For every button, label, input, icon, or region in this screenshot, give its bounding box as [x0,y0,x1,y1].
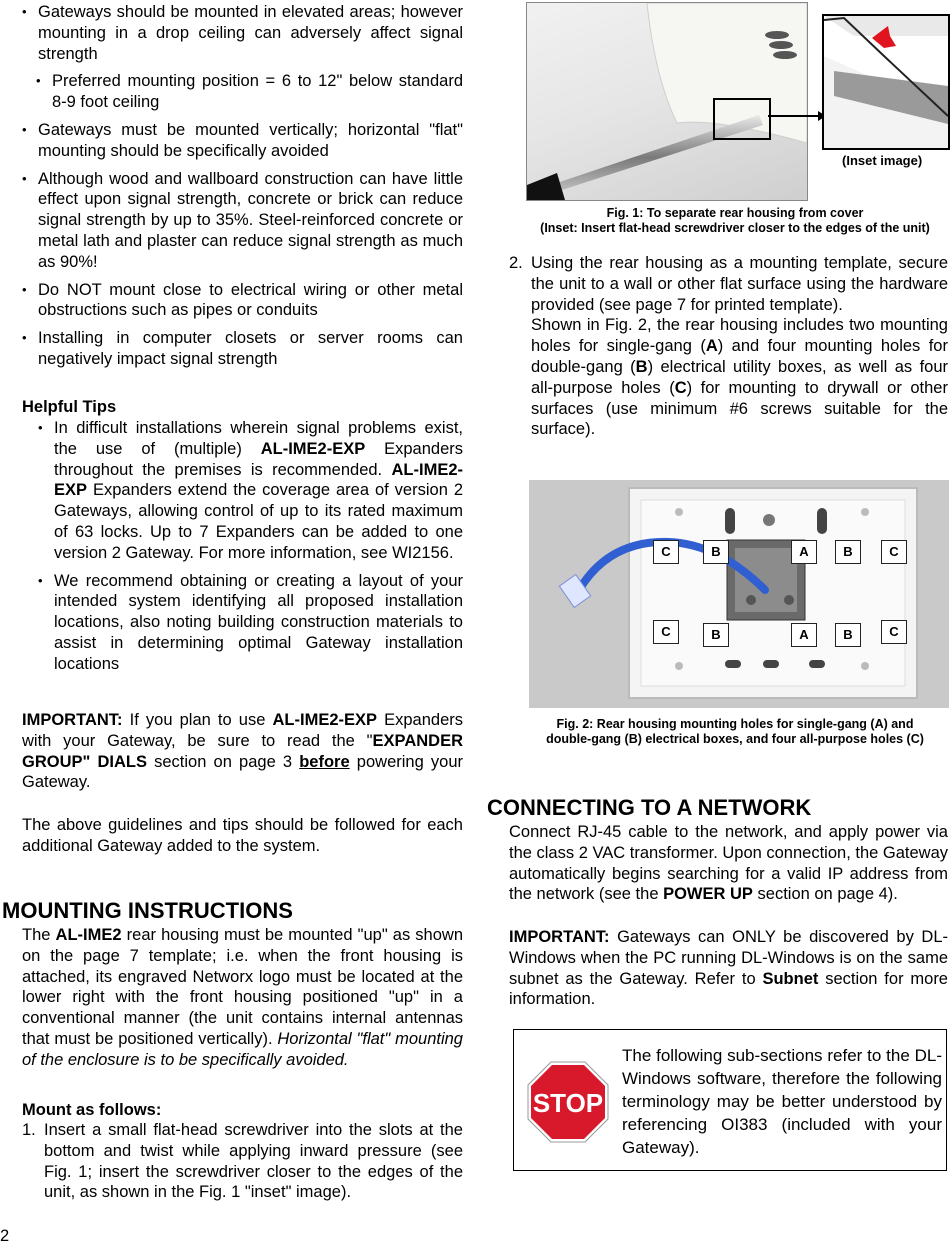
fig2-label-b: B [835,540,861,564]
screwdriver-shaft [527,115,763,200]
screwdriver-handle [527,173,565,200]
fig1-caption: Fig. 1: To separate rear housing from cover (Inset: Insert flat-head screwdriver closer to the edges of the unit) [540,206,930,235]
fig2-label-a: A [791,623,817,647]
housing-shape [647,3,807,143]
fig2-label-c: C [881,540,907,564]
helpful-tips-heading: Helpful Tips [22,398,117,416]
fig2-label-b: B [703,540,729,564]
fig2-label-c: C [881,620,907,644]
network-paragraph: Connect RJ-45 cable to the network, and apply power via the class 2 VAC transformer. Upon connection, the Gateway automatically begins searching for a valid IP address from the network (see the POWER UP section on page 4). [509,823,948,904]
fig1-inset [822,14,950,150]
list-item: • Installing in computer closets or server rooms can negatively impact signal strength [22,328,463,370]
step-1: 1. Insert a small flat-head screwdriver into the slots at the bottom and twist while applying inward pressure (see Fig. 1; insert the screwdriver closer to the edges of the unit, as shown in the Fig. 1 "inset" image). [22,1121,463,1202]
mount-as-follows-label: Mount as follows: [22,1101,162,1119]
step-number: 1. [22,1121,36,1139]
important-note-expander: IMPORTANT: If you plan to use AL-IME2-EXP Expanders with your Gateway, be sure to read the "EXPANDER GROUP" DIALS section on page 3 before powering your Gateway. [22,711,464,792]
guideline-list [22,2,463,377]
list-item: • In difficult installations wherein signal problems exist, the use of (multiple) AL-IME2-EXP Expanders throughout the premises is recommended. AL-IME2-EXP Expanders extend the coverage area of version 2 Gateways, allowing control of up to its rated maximum of 63 locks. Up to 7 Expanders can be added to one version 2 Gateway. For more information, see WI2156. [38,418,463,564]
stop-sign-icon [526,1060,610,1144]
vent-slot [773,51,797,59]
list-item: • Although wood and wallboard construction can have little effect upon signal strength, concrete or brick can reduce signal strength by up to 35%. Steel-reinforced concrete or metal lath and plaster can reduce signal strength as much as 90%! [22,169,463,273]
list-item: • Gateways must be mounted vertically; horizontal "flat" mounting should be specifically avoided [22,120,463,162]
inset-label: (Inset image) [842,153,923,168]
stop-sign-text: STOP [532,1088,604,1118]
vent-slot [769,41,793,49]
fig2-photo [529,480,949,708]
mounting-heading: MOUNTING INSTRUCTIONS [2,898,293,923]
vent-slot [765,31,789,39]
network-important: IMPORTANT: Gateways can ONLY be discovered by DL-Windows when the PC running DL-Windows is on the same subnet as the Gateway. Refer to Subnet section for more information. [509,928,948,1009]
guidelines-paragraph: The above guidelines and tips should be followed for each additional Gateway added to the system. [22,816,463,855]
helpful-tips-list [38,418,463,682]
fig2-label-b: B [835,623,861,647]
fig2-caption: Fig. 2: Rear housing mounting holes for single-gang (A) and double-gang (B) electrical boxes, and four all-purpose holes (C) [546,717,924,746]
list-item-sub: • Preferred mounting position = 6 to 12" below standard 8-9 foot ceiling [36,71,463,113]
fig2-label-c: C [653,620,679,644]
list-item: • Do NOT mount close to electrical wiring or other metal obstructions such as pipes or conduits [22,280,463,322]
fig2-label-c: C [653,540,679,564]
fig1-inset-drawing [824,16,948,148]
fig1-photo [526,2,808,201]
fig1-photo-drawing [527,3,807,200]
network-heading: CONNECTING TO A NETWORK [487,795,812,820]
list-item: • We recommend obtaining or creating a layout of your intended system identifying all proposed installation locations, also noting building construction materials to assist in determining optimal Gateway installation locations [38,571,463,675]
mounting-paragraph: The AL-IME2 rear housing must be mounted "up" as shown on the page 7 template; i.e. when the front housing is attached, its engraved Networx logo must be located at the lower right with the front housing positioned "up" in a conventional manner (the unit contains internal antennas that must be positioned vertically). Horizontal "flat" mounting of the enclosure is to be specifically avoided. [22,926,463,1069]
stop-notice-box [513,1029,947,1171]
list-item: • Gateways should be mounted in elevated areas; however mounting in a drop ceiling can adversely affect signal strength [22,2,463,64]
step-2: 2. Using the rear housing as a mounting template, secure the unit to a wall or other flat surface using the hardware provided (see page 7 for printed template). Shown in Fig. 2, the rear housing includes two mounting holes for single-gang (A) and four mounting holes for double-gang (B) electrical utility boxes, as well as four all-purpose holes (C) for mounting to drywall or other surfaces (use minimum #6 screws suitable for the surface). [509,254,949,439]
step-number: 2. [509,254,523,272]
fig2-label-b: B [703,623,729,647]
page-number: 2 [0,1227,10,1245]
fig2-photo-drawing [529,480,949,708]
stop-notice-text: The following sub-sections refer to the DL-Windows software, therefore the following terminology may be better understood by referencing OI383 (included with your Gateway). [622,1046,942,1157]
fig2-label-a: A [791,540,817,564]
inset-connector-line [766,110,826,122]
